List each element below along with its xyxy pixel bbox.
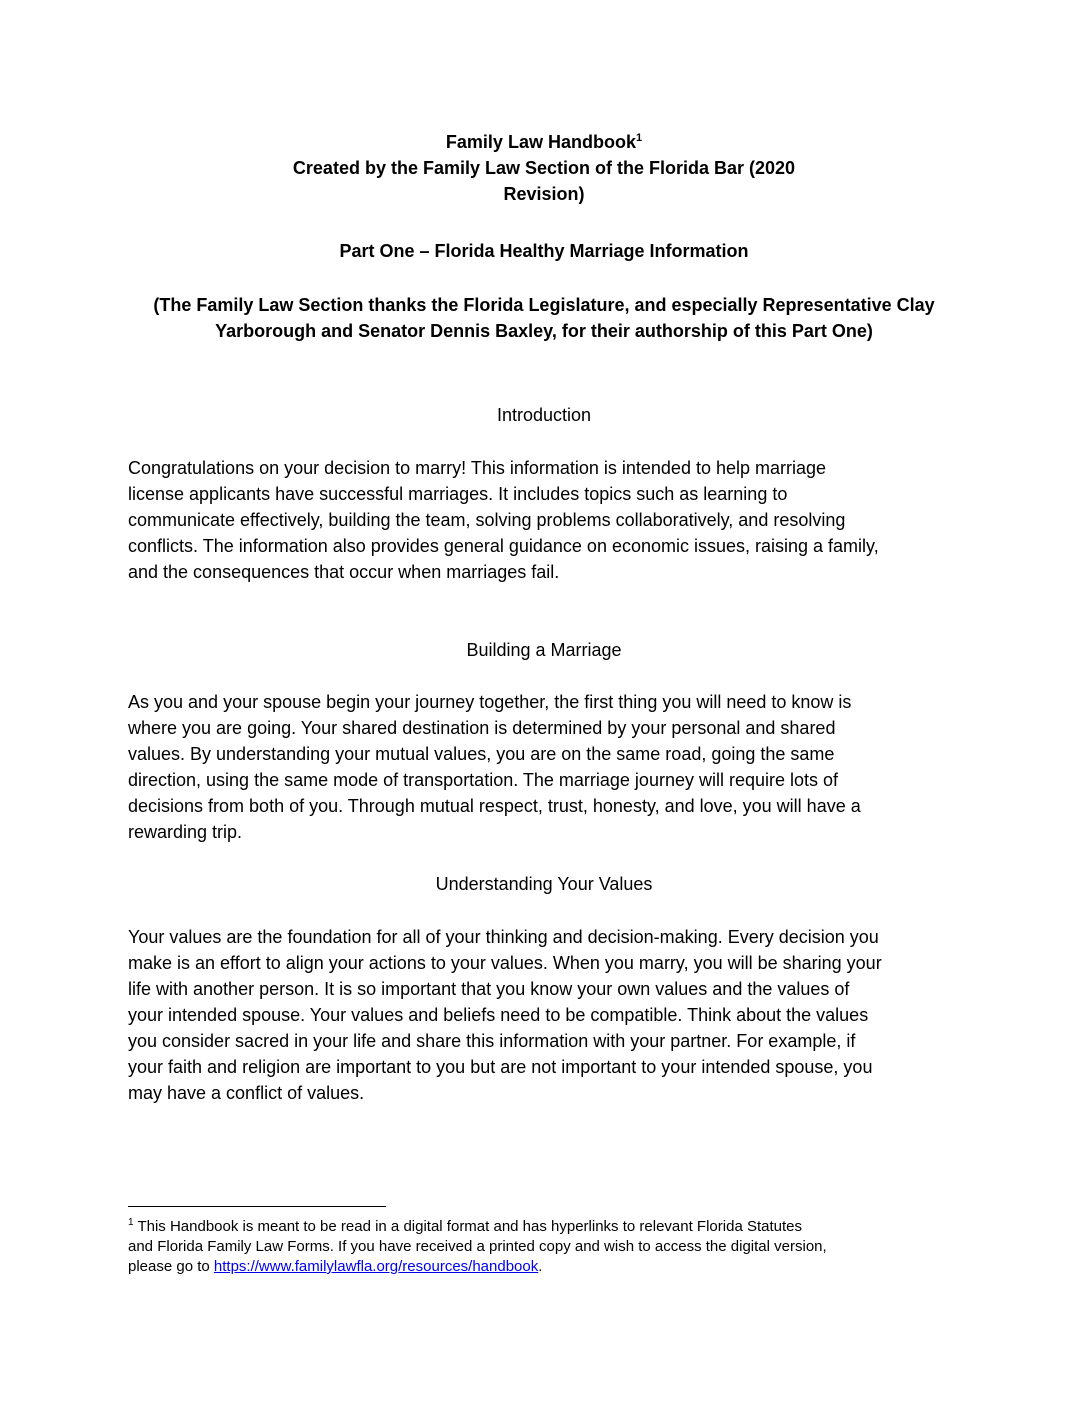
section-heading-introduction: Introduction bbox=[496, 405, 592, 425]
title-footnote-mark[interactable]: 1 bbox=[635, 132, 643, 144]
footnote bbox=[128, 1217, 968, 1277]
paragraph-line: direction, using the same mode of transportation. The marriage journey will require lots of bbox=[128, 770, 839, 790]
paragraph-line: your faith and religion are important to you but are not important to your intended spouse, you bbox=[128, 1057, 873, 1077]
footnote-line-1: This Handbook is meant to be read in a digital format and has hyperlinks to relevant Florida Statutes bbox=[133, 1218, 802, 1235]
paragraph-line: rewarding trip. bbox=[128, 822, 243, 842]
acknowledgement-line: Yarborough and Senator Dennis Baxley, for their authorship of this Part One) bbox=[215, 321, 873, 341]
acknowledgement-line: (The Family Law Section thanks the Florida Legislature, and especially Representative Clay bbox=[153, 295, 935, 315]
paragraph-line: may have a conflict of values. bbox=[128, 1083, 365, 1103]
document-title bbox=[128, 129, 960, 207]
paragraph-line: As you and your spouse begin your journey together, the first thing you will need to know is bbox=[128, 692, 852, 712]
title-line-3: Revision) bbox=[503, 184, 585, 204]
footnote-line-2: and Florida Family Law Forms. If you have received a printed copy and wish to access the digital version, bbox=[128, 1238, 827, 1255]
paragraph-line: decisions from both of you. Through mutual respect, trust, honesty, and love, you will have a bbox=[128, 796, 861, 816]
paragraph-line: and the consequences that occur when marriages fail. bbox=[128, 562, 560, 582]
paragraph-line: life with another person. It is so important that you know your own values and the values of bbox=[128, 979, 850, 999]
footnote-mark: 1 bbox=[128, 1217, 134, 1228]
building-a-marriage-paragraph bbox=[128, 689, 968, 845]
part-title: Part One – Florida Healthy Marriage Information bbox=[339, 241, 749, 261]
footnote-line-3-suffix: . bbox=[538, 1258, 543, 1275]
paragraph-line: make is an effort to align your actions to your values. When you marry, you will be sharing your bbox=[128, 953, 882, 973]
title-line-1: Family Law Handbook bbox=[445, 132, 636, 152]
paragraph-line: you consider sacred in your life and share this information with your partner. For example, if bbox=[128, 1031, 856, 1051]
paragraph-line: Congratulations on your decision to marry! This information is intended to help marriage bbox=[128, 458, 827, 478]
paragraph-line: values. By understanding your mutual values, you are on the same road, going the same bbox=[128, 744, 835, 764]
paragraph-line: Your values are the foundation for all of your thinking and decision-making. Every decision you bbox=[128, 927, 879, 947]
understanding-your-values-paragraph bbox=[128, 924, 968, 1106]
footnote-line-3-prefix: please go to bbox=[128, 1258, 214, 1275]
section-heading-understanding-your-values: Understanding Your Values bbox=[435, 874, 653, 894]
acknowledgement bbox=[128, 292, 960, 344]
introduction-paragraph bbox=[128, 455, 968, 585]
handbook-link[interactable]: https://www.familylawfla.org/resources/handbook bbox=[213, 1258, 539, 1275]
section-heading-building-a-marriage: Building a Marriage bbox=[466, 640, 622, 660]
paragraph-line: communicate effectively, building the team, solving problems collaboratively, and resolving bbox=[128, 510, 846, 530]
title-line-2: Created by the Family Law Section of the Florida Bar (2020 bbox=[292, 158, 796, 178]
footnote-separator bbox=[128, 1206, 386, 1207]
paragraph-line: conflicts. The information also provides general guidance on economic issues, raising a family, bbox=[128, 536, 879, 556]
paragraph-line: license applicants have successful marriages. It includes topics such as learning to bbox=[128, 484, 788, 504]
paragraph-line: your intended spouse. Your values and beliefs need to be compatible. Think about the values bbox=[128, 1005, 869, 1025]
paragraph-line: where you are going. Your shared destination is determined by your personal and shared bbox=[128, 718, 836, 738]
